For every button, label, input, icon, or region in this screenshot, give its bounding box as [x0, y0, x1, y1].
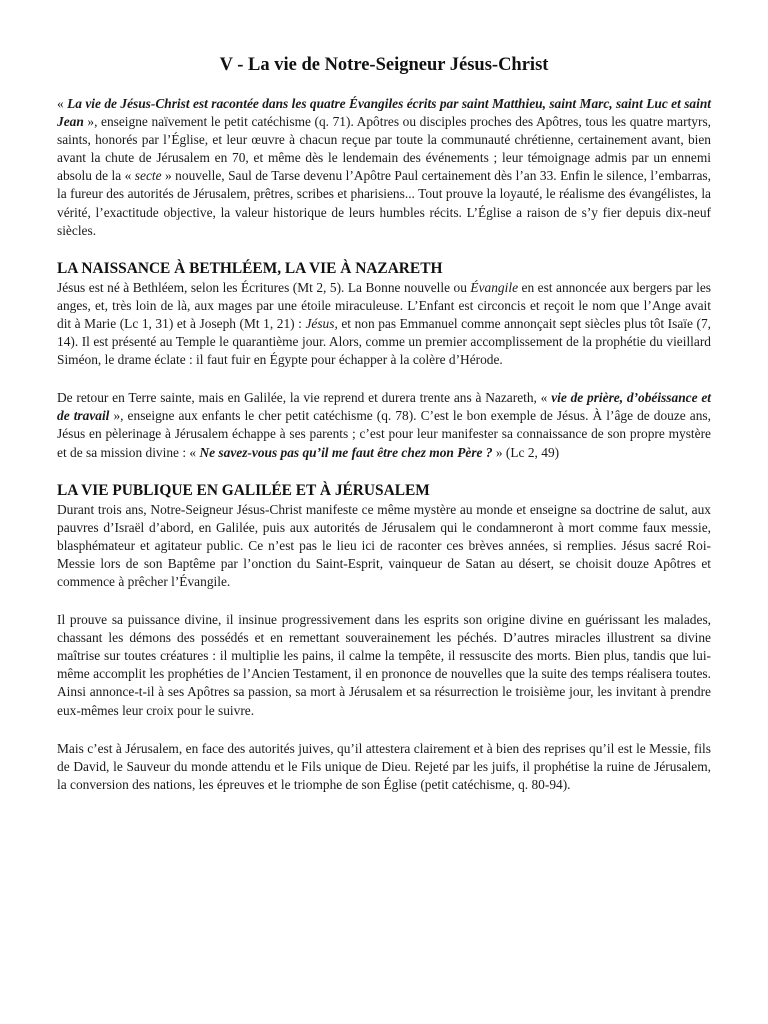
nativity-text-2: en est annoncée aux bergers par les anges, et, très loin de là, aux mages par une étoile miraculeuse. L’Enfant est circoncis et reçoit le nom que l’Ange avait dit à Marie (Lc 1, 31) et à Joseph (Mt 1, 21) :: [57, 279, 711, 331]
intro-text-2: », enseigne naïvement le petit catéchisme (q. 71). Apôtres ou disciples proches des Apôtres, tous les quatre martyrs, saints, honorés par l’Église, et leur œuvre à chacun reçue par toute la communauté chrétienne, certainement avant, bien avant la chute de Jérusalem en 70, et même dès le lendemain des événements ; leur témoignage admis par un ennemi absolu de la «: [57, 114, 711, 184]
nativity-text-3: et non pas Emmanuel comme annonçait sept siècles plus tôt Isaïe (7, 14). Il est présenté au Temple le quarantième jour. Alors, comme un premier accomplissement de la prophétie du vieillard Siméon, le drame éclate : il faut fuir en Égypte pour échapper à la colère d’Hérode.: [57, 315, 711, 368]
nazareth-paragraph: [57, 389, 711, 461]
temple-quote: Ne savez-vous pas qu’il me faut être chez mon Père ?: [199, 444, 493, 460]
jesus-name: Jésus,: [305, 315, 338, 331]
public-life-paragraph-2: Il prouve sa puissance divine, il insinue progressivement dans les esprits son origine divine en guérissant les malades, chassant les démons des possédés et en remettant souverainement les péchés. D’autres miracles illustrent sa divine maîtrise sur toutes créatures : il multiplie les pains, il calme la tempête, il ressuscite des morts. Bien plus, tandis que lui-même accomplit les prophéties de l’Ancien Testament, il en prononce de nouvelles que la suite des temps réalisera toutes. Ainsi annonce-t-il à ses Apôtres sa passion, sa mort à Jérusalem et sa résurrection le troisième jour, les invitant à prendre eux-mêmes leur croix pour le suivre.: [57, 612, 711, 718]
nazareth-text-2: », enseigne aux enfants le cher petit catéchisme (q. 78). C’est le bon exemple de Jésus. À l’âge de douze ans, Jésus en pèlerinage à Jérusalem échappe à ses parents ; c’est pour leur manifester sa connaissance de son propre mystère et de sa mission divine : «: [57, 408, 711, 460]
section-heading-public-life: LA VIE PUBLIQUE EN GALILÉE ET À JÉRUSALEM: [57, 481, 430, 499]
section-heading-nativity: LA NAISSANCE À BETHLÉEM, LA VIE À NAZARETH: [57, 259, 443, 277]
nativity-paragraph: [57, 279, 711, 369]
public-life-paragraph-1: Durant trois ans, Notre-Seigneur Jésus-Christ manifeste ce même mystère au monde et enseigne sa doctrine de salut, aux pauvres d’Israël d’abord, en Galilée, puis aux autorités de Jérusalem qui le condamneront à mort comme faux messie, blasphémateur et agitateur public. Ce n’est pas le lieu ici de raconter ces brèves années, si remplies. Jésus sacré Roi-Messie lors de son Baptême par l’onction du Saint-Esprit, vainqueur de Satan au désert, se choisit douze Apôtres et commence à prêcher l’Évangile.: [57, 501, 711, 589]
public-life-paragraph-3: Mais c’est à Jérusalem, en face des autorités juives, qu’il attestera clairement et à bien des reprises qu’il est le Messie, fils de David, le Sauveur du monde attendu et le Fils unique de Dieu. Rejeté par les juifs, il prophétise la ruine de Jérusalem, la conversion des nations, les épreuves et le triomphe de son Église (petit catéchisme, q. 80-94).: [57, 740, 711, 792]
page-title: V - La vie de Notre-Seigneur Jésus-Christ: [219, 55, 549, 75]
intro-paragraph: [57, 95, 711, 240]
evangile-word: Évangile: [470, 279, 519, 295]
intro-text-1: «: [57, 96, 68, 111]
intro-secte-word: secte: [134, 168, 162, 184]
nazareth-text-3: » (Lc 2, 49): [492, 444, 560, 460]
nativity-text-1: Jésus est né à Bethléem, selon les Écritures (Mt 2, 5). La Bonne nouvelle ou: [57, 279, 471, 295]
nazareth-quote: vie de prière, d’obéissance et de travail: [57, 390, 711, 424]
intro-text-3: » nouvelle, Saul de Tarse devenu l’Apôtre Paul certainement dès l’an 33. Enfin le silence, l’embarras, la fureur des autorités de Jérusalem, prêtres, scribes et pharisiens... Tout prouve la loyauté, le réalisme des évangélistes, la vérité, l’exactitude objective, la valeur historique de leurs humbles récits. L’Église a raison de s’y fier depuis dix-neuf siècles.: [57, 168, 711, 238]
intro-quote: La vie de Jésus-Christ est racontée dans les quatre Évangiles écrits par saint Matthieu, saint Marc, saint Luc et saint Jean: [57, 96, 712, 130]
nazareth-text-1: De retour en Terre sainte, mais en Galilée, la vie reprend et durera trente ans à Nazareth, «: [57, 390, 552, 406]
